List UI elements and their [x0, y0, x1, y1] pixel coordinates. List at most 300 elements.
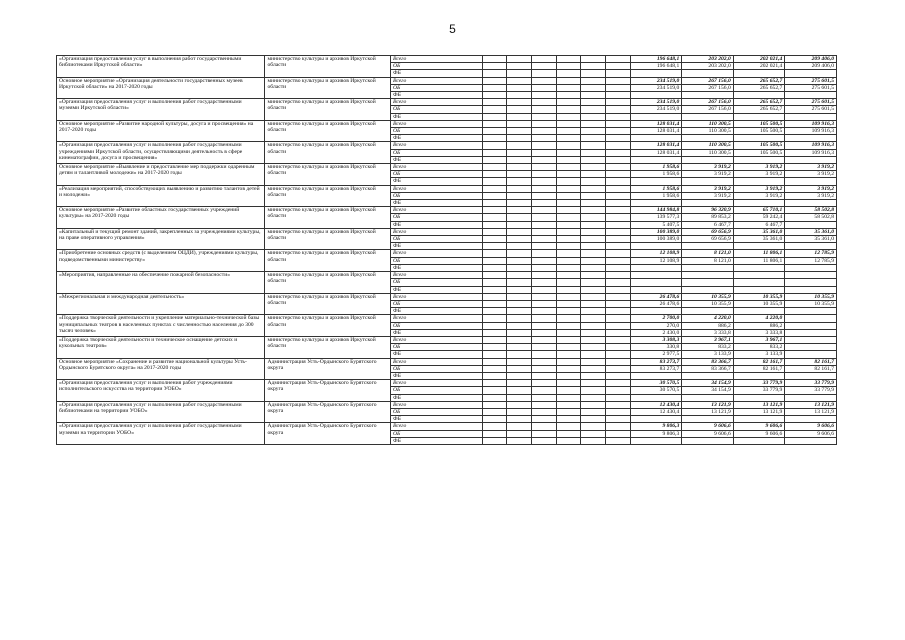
amount-cell: 10 355,9	[733, 300, 785, 307]
empty-cell	[482, 99, 507, 106]
empty-cell	[581, 185, 606, 192]
empty-cell	[581, 113, 606, 120]
funding-source: ФБ	[390, 329, 482, 336]
empty-cell	[532, 214, 557, 221]
table-row	[57, 272, 837, 279]
measure-name: Основное мероприятие «Развитие народной культуры, досуга и просвещения» на 2017-2020 годы	[57, 120, 265, 142]
table-row	[57, 164, 837, 171]
empty-cell	[482, 286, 507, 293]
empty-cell	[532, 416, 557, 423]
amount-cell: 58 502,8	[785, 214, 837, 221]
table-row	[57, 120, 837, 127]
empty-cell	[581, 408, 606, 415]
amount-cell: 69 656,9	[682, 236, 734, 243]
amount-cell: 2 977,5	[630, 351, 682, 358]
amount-cell: 6 467,7	[733, 221, 785, 228]
empty-cell	[482, 344, 507, 351]
amount-cell: 30 570,5	[630, 387, 682, 394]
amount-cell: 234 519,0	[630, 99, 682, 106]
empty-cell	[556, 164, 581, 171]
amount-cell	[785, 344, 837, 351]
amount-cell: 209 406,0	[785, 63, 837, 70]
empty-cell	[482, 279, 507, 286]
funding-source: ФБ	[390, 200, 482, 207]
empty-cell	[482, 300, 507, 307]
empty-cell	[482, 106, 507, 113]
empty-cell	[507, 387, 532, 394]
empty-cell	[482, 329, 507, 336]
measure-name: «Межрегиональная и международная деятельность»	[57, 293, 265, 315]
empty-cell	[507, 264, 532, 271]
amount-cell: 12 108,9	[630, 250, 682, 257]
responsible-executor: министерство культуры и архивов Иркутской области	[265, 293, 391, 315]
amount-cell	[733, 308, 785, 315]
empty-cell	[606, 408, 631, 415]
amount-cell	[785, 243, 837, 250]
empty-cell	[532, 106, 557, 113]
empty-cell	[482, 272, 507, 279]
empty-cell	[581, 365, 606, 372]
funding-source: ФБ	[390, 286, 482, 293]
amount-cell	[785, 92, 837, 99]
empty-cell	[532, 135, 557, 142]
empty-cell	[507, 416, 532, 423]
empty-cell	[556, 120, 581, 127]
empty-cell	[556, 408, 581, 415]
amount-cell: 8 121,0	[682, 250, 734, 257]
amount-cell: 275 601,5	[785, 84, 837, 91]
empty-cell	[482, 142, 507, 149]
funding-source: ОБ	[390, 236, 482, 243]
amount-cell	[630, 272, 682, 279]
empty-cell	[556, 344, 581, 351]
funding-source: Всего	[390, 293, 482, 300]
amount-cell: 3 967,1	[733, 336, 785, 343]
page-number: 5	[449, 22, 456, 36]
funding-source: Всего	[390, 315, 482, 322]
empty-cell	[606, 416, 631, 423]
empty-cell	[581, 106, 606, 113]
funding-source: Всего	[390, 142, 482, 149]
amount-cell: 10 355,9	[682, 300, 734, 307]
empty-cell	[606, 63, 631, 70]
amount-cell: 12 785,9	[785, 257, 837, 264]
empty-cell	[532, 250, 557, 257]
amount-cell	[785, 135, 837, 142]
empty-cell	[532, 329, 557, 336]
amount-cell: 83 366,7	[682, 358, 734, 365]
amount-cell: 105 500,5	[733, 149, 785, 156]
amount-cell: 10 355,9	[785, 293, 837, 300]
budget-table	[56, 55, 837, 445]
empty-cell	[532, 394, 557, 401]
empty-cell	[606, 315, 631, 322]
empty-cell	[482, 221, 507, 228]
amount-cell: 330,8	[630, 344, 682, 351]
table-row	[57, 315, 837, 322]
empty-cell	[532, 200, 557, 207]
empty-cell	[482, 336, 507, 343]
measure-name: «Организация предоставления услуг в выполнения работ государственными библиотеками Иркутской области»	[57, 56, 265, 78]
empty-cell	[507, 214, 532, 221]
empty-cell	[482, 128, 507, 135]
amount-cell: 275 601,5	[785, 77, 837, 84]
amount-cell: 833,2	[733, 344, 785, 351]
amount-cell: 267 156,0	[682, 84, 734, 91]
empty-cell	[532, 358, 557, 365]
responsible-executor: министерство культуры и архивов Иркутской области	[265, 56, 391, 78]
empty-cell	[606, 120, 631, 127]
amount-cell	[630, 92, 682, 99]
amount-cell	[785, 178, 837, 185]
empty-cell	[507, 56, 532, 63]
empty-cell	[482, 171, 507, 178]
empty-cell	[606, 365, 631, 372]
empty-cell	[606, 329, 631, 336]
responsible-executor: министерство культуры и архивов Иркутской области	[265, 315, 391, 337]
amount-cell: 12 785,9	[785, 250, 837, 257]
empty-cell	[507, 63, 532, 70]
empty-cell	[532, 300, 557, 307]
empty-cell	[507, 329, 532, 336]
empty-cell	[507, 142, 532, 149]
amount-cell: 4 220,0	[733, 315, 785, 322]
empty-cell	[606, 221, 631, 228]
empty-cell	[606, 214, 631, 221]
amount-cell: 265 652,7	[733, 77, 785, 84]
amount-cell: 109 916,3	[785, 128, 837, 135]
empty-cell	[532, 192, 557, 199]
amount-cell: 13 121,9	[733, 408, 785, 415]
empty-cell	[507, 437, 532, 444]
amount-cell: 10 355,9	[785, 300, 837, 307]
empty-cell	[556, 437, 581, 444]
empty-cell	[556, 236, 581, 243]
empty-cell	[532, 185, 557, 192]
empty-cell	[556, 156, 581, 163]
amount-cell: 833,2	[682, 344, 734, 351]
empty-cell	[556, 171, 581, 178]
empty-cell	[581, 257, 606, 264]
amount-cell: 3 919,2	[785, 185, 837, 192]
amount-cell	[733, 372, 785, 379]
amount-cell: 13 121,9	[733, 401, 785, 408]
amount-cell	[785, 264, 837, 271]
amount-cell: 83 273,7	[630, 365, 682, 372]
funding-source: Всего	[390, 56, 482, 63]
amount-cell: 4 220,0	[682, 315, 734, 322]
amount-cell: 196 648,1	[630, 63, 682, 70]
amount-cell: 10 355,9	[733, 293, 785, 300]
empty-cell	[606, 300, 631, 307]
empty-cell	[556, 365, 581, 372]
funding-source: Всего	[390, 272, 482, 279]
empty-cell	[581, 300, 606, 307]
funding-source: ФБ	[390, 264, 482, 271]
empty-cell	[482, 372, 507, 379]
empty-cell	[532, 171, 557, 178]
funding-source: Всего	[390, 336, 482, 343]
amount-cell: 3 919,2	[785, 192, 837, 199]
empty-cell	[482, 164, 507, 171]
funding-source: ОБ	[390, 171, 482, 178]
funding-source: ОБ	[390, 365, 482, 372]
amount-cell	[630, 135, 682, 142]
measure-name: «Организация предоставления услуг и выполнения работ государственными музеями Иркутской области»	[57, 99, 265, 121]
empty-cell	[606, 272, 631, 279]
empty-cell	[606, 142, 631, 149]
empty-cell	[482, 84, 507, 91]
empty-cell	[507, 372, 532, 379]
amount-cell	[785, 272, 837, 279]
amount-cell: 196 648,1	[630, 56, 682, 63]
amount-cell	[785, 372, 837, 379]
funding-source: Всего	[390, 401, 482, 408]
empty-cell	[556, 84, 581, 91]
empty-cell	[507, 92, 532, 99]
empty-cell	[606, 228, 631, 235]
amount-cell: 1 958,6	[630, 185, 682, 192]
empty-cell	[606, 344, 631, 351]
amount-cell	[630, 156, 682, 163]
measure-name: «Организация предоставления услуг и выполнения работ государственными учреждениями Иркутской области, осуществляющими деятельность в сфере кинематографии, досуга и просвещения»	[57, 142, 265, 164]
amount-cell	[785, 351, 837, 358]
table-row	[57, 185, 837, 192]
amount-cell	[682, 200, 734, 207]
empty-cell	[556, 286, 581, 293]
empty-cell	[581, 351, 606, 358]
empty-cell	[532, 178, 557, 185]
amount-cell: 110 300,5	[682, 149, 734, 156]
empty-cell	[507, 286, 532, 293]
amount-cell	[630, 394, 682, 401]
amount-cell: 109 916,3	[785, 120, 837, 127]
responsible-executor: Администрация Усть-Ордынского Бурятского округа	[265, 358, 391, 380]
amount-cell: 886,2	[733, 322, 785, 329]
funding-source: ОБ	[390, 149, 482, 156]
amount-cell	[630, 70, 682, 77]
funding-source: ФБ	[390, 113, 482, 120]
empty-cell	[482, 387, 507, 394]
empty-cell	[482, 380, 507, 387]
responsible-executor: министерство культуры и архивов Иркутской области	[265, 336, 391, 358]
amount-cell	[682, 113, 734, 120]
amount-cell	[733, 113, 785, 120]
amount-cell: 3 919,2	[733, 192, 785, 199]
measure-name: «Организация предоставления услуг и выполнения работ учреждениями исполнительского искусства на территории УОБО»	[57, 380, 265, 402]
empty-cell	[482, 250, 507, 257]
empty-cell	[556, 192, 581, 199]
empty-cell	[507, 430, 532, 437]
amount-cell: 270,0	[630, 322, 682, 329]
empty-cell	[606, 84, 631, 91]
amount-cell: 3 919,2	[682, 192, 734, 199]
empty-cell	[606, 106, 631, 113]
amount-cell	[630, 416, 682, 423]
empty-cell	[581, 84, 606, 91]
empty-cell	[606, 70, 631, 77]
amount-cell	[785, 286, 837, 293]
empty-cell	[556, 300, 581, 307]
empty-cell	[556, 401, 581, 408]
empty-cell	[606, 358, 631, 365]
table-row	[57, 423, 837, 430]
amount-cell: 13 121,9	[682, 401, 734, 408]
table-row	[57, 293, 837, 300]
empty-cell	[606, 236, 631, 243]
empty-cell	[507, 344, 532, 351]
amount-cell: 9 606,6	[733, 423, 785, 430]
amount-cell: 34 154,9	[682, 380, 734, 387]
amount-cell	[630, 279, 682, 286]
empty-cell	[556, 243, 581, 250]
empty-cell	[581, 228, 606, 235]
empty-cell	[581, 63, 606, 70]
responsible-executor: министерство культуры и архивов Иркутской области	[265, 250, 391, 272]
empty-cell	[606, 178, 631, 185]
empty-cell	[507, 401, 532, 408]
empty-cell	[507, 221, 532, 228]
empty-cell	[556, 106, 581, 113]
amount-cell	[733, 286, 785, 293]
empty-cell	[556, 214, 581, 221]
amount-cell: 69 656,9	[682, 228, 734, 235]
amount-cell	[733, 437, 785, 444]
funding-source: ОБ	[390, 322, 482, 329]
empty-cell	[581, 243, 606, 250]
funding-source: ФБ	[390, 178, 482, 185]
amount-cell	[630, 286, 682, 293]
empty-cell	[581, 200, 606, 207]
amount-cell	[785, 221, 837, 228]
measure-name: «Приобретение основных средств (с выделением ОЦДИ), учреждениями культуры, подведомственными министерству»	[57, 250, 265, 272]
amount-cell: 58 502,8	[785, 207, 837, 214]
amount-cell: 82 161,7	[733, 358, 785, 365]
table-row	[57, 401, 837, 408]
empty-cell	[606, 243, 631, 250]
responsible-executor: министерство культуры и архивов Иркутской области	[265, 272, 391, 294]
empty-cell	[507, 149, 532, 156]
empty-cell	[507, 200, 532, 207]
empty-cell	[507, 336, 532, 343]
empty-cell	[581, 272, 606, 279]
amount-cell: 3 919,2	[733, 185, 785, 192]
amount-cell	[682, 372, 734, 379]
empty-cell	[532, 56, 557, 63]
empty-cell	[581, 358, 606, 365]
empty-cell	[606, 207, 631, 214]
empty-cell	[507, 257, 532, 264]
empty-cell	[581, 416, 606, 423]
amount-cell	[630, 264, 682, 271]
empty-cell	[507, 228, 532, 235]
empty-cell	[581, 329, 606, 336]
empty-cell	[482, 120, 507, 127]
amount-cell	[785, 200, 837, 207]
amount-cell: 9 606,6	[682, 430, 734, 437]
empty-cell	[581, 322, 606, 329]
empty-cell	[482, 365, 507, 372]
empty-cell	[482, 77, 507, 84]
amount-cell: 3 333,8	[682, 329, 734, 336]
empty-cell	[581, 394, 606, 401]
funding-source: ОБ	[390, 430, 482, 437]
empty-cell	[532, 113, 557, 120]
amount-cell: 12 430,4	[630, 408, 682, 415]
amount-cell: 35 361,0	[785, 228, 837, 235]
empty-cell	[482, 92, 507, 99]
empty-cell	[482, 156, 507, 163]
empty-cell	[482, 423, 507, 430]
empty-cell	[482, 192, 507, 199]
funding-source: Всего	[390, 423, 482, 430]
amount-cell	[733, 135, 785, 142]
empty-cell	[556, 178, 581, 185]
empty-cell	[556, 329, 581, 336]
empty-cell	[606, 171, 631, 178]
empty-cell	[581, 430, 606, 437]
amount-cell	[630, 178, 682, 185]
empty-cell	[507, 315, 532, 322]
amount-cell: 11 806,1	[733, 250, 785, 257]
empty-cell	[556, 70, 581, 77]
funding-source: ФБ	[390, 70, 482, 77]
amount-cell: 33 779,9	[733, 387, 785, 394]
amount-cell	[785, 336, 837, 343]
empty-cell	[532, 84, 557, 91]
empty-cell	[507, 207, 532, 214]
empty-cell	[606, 286, 631, 293]
amount-cell: 83 366,7	[682, 365, 734, 372]
empty-cell	[532, 351, 557, 358]
empty-cell	[532, 387, 557, 394]
empty-cell	[606, 387, 631, 394]
table-row	[57, 77, 837, 84]
empty-cell	[532, 365, 557, 372]
amount-cell	[630, 437, 682, 444]
amount-cell	[682, 135, 734, 142]
amount-cell: 83 273,7	[630, 358, 682, 365]
empty-cell	[581, 135, 606, 142]
amount-cell	[682, 437, 734, 444]
empty-cell	[556, 394, 581, 401]
empty-cell	[482, 135, 507, 142]
amount-cell: 100 389,0	[630, 228, 682, 235]
empty-cell	[482, 416, 507, 423]
empty-cell	[581, 120, 606, 127]
empty-cell	[482, 401, 507, 408]
amount-cell	[785, 437, 837, 444]
empty-cell	[532, 315, 557, 322]
amount-cell: 3 133,9	[733, 351, 785, 358]
empty-cell	[581, 171, 606, 178]
empty-cell	[482, 207, 507, 214]
amount-cell: 275 601,5	[785, 99, 837, 106]
amount-cell: 128 031,4	[630, 120, 682, 127]
empty-cell	[606, 293, 631, 300]
amount-cell: 65 710,1	[733, 207, 785, 214]
empty-cell	[581, 437, 606, 444]
amount-cell: 82 161,7	[785, 365, 837, 372]
empty-cell	[532, 401, 557, 408]
empty-cell	[532, 63, 557, 70]
amount-cell: 33 779,9	[785, 380, 837, 387]
empty-cell	[606, 149, 631, 156]
responsible-executor: министерство культуры и архивов Иркутской области	[265, 142, 391, 164]
empty-cell	[507, 192, 532, 199]
amount-cell: 9 806,3	[630, 423, 682, 430]
empty-cell	[556, 99, 581, 106]
